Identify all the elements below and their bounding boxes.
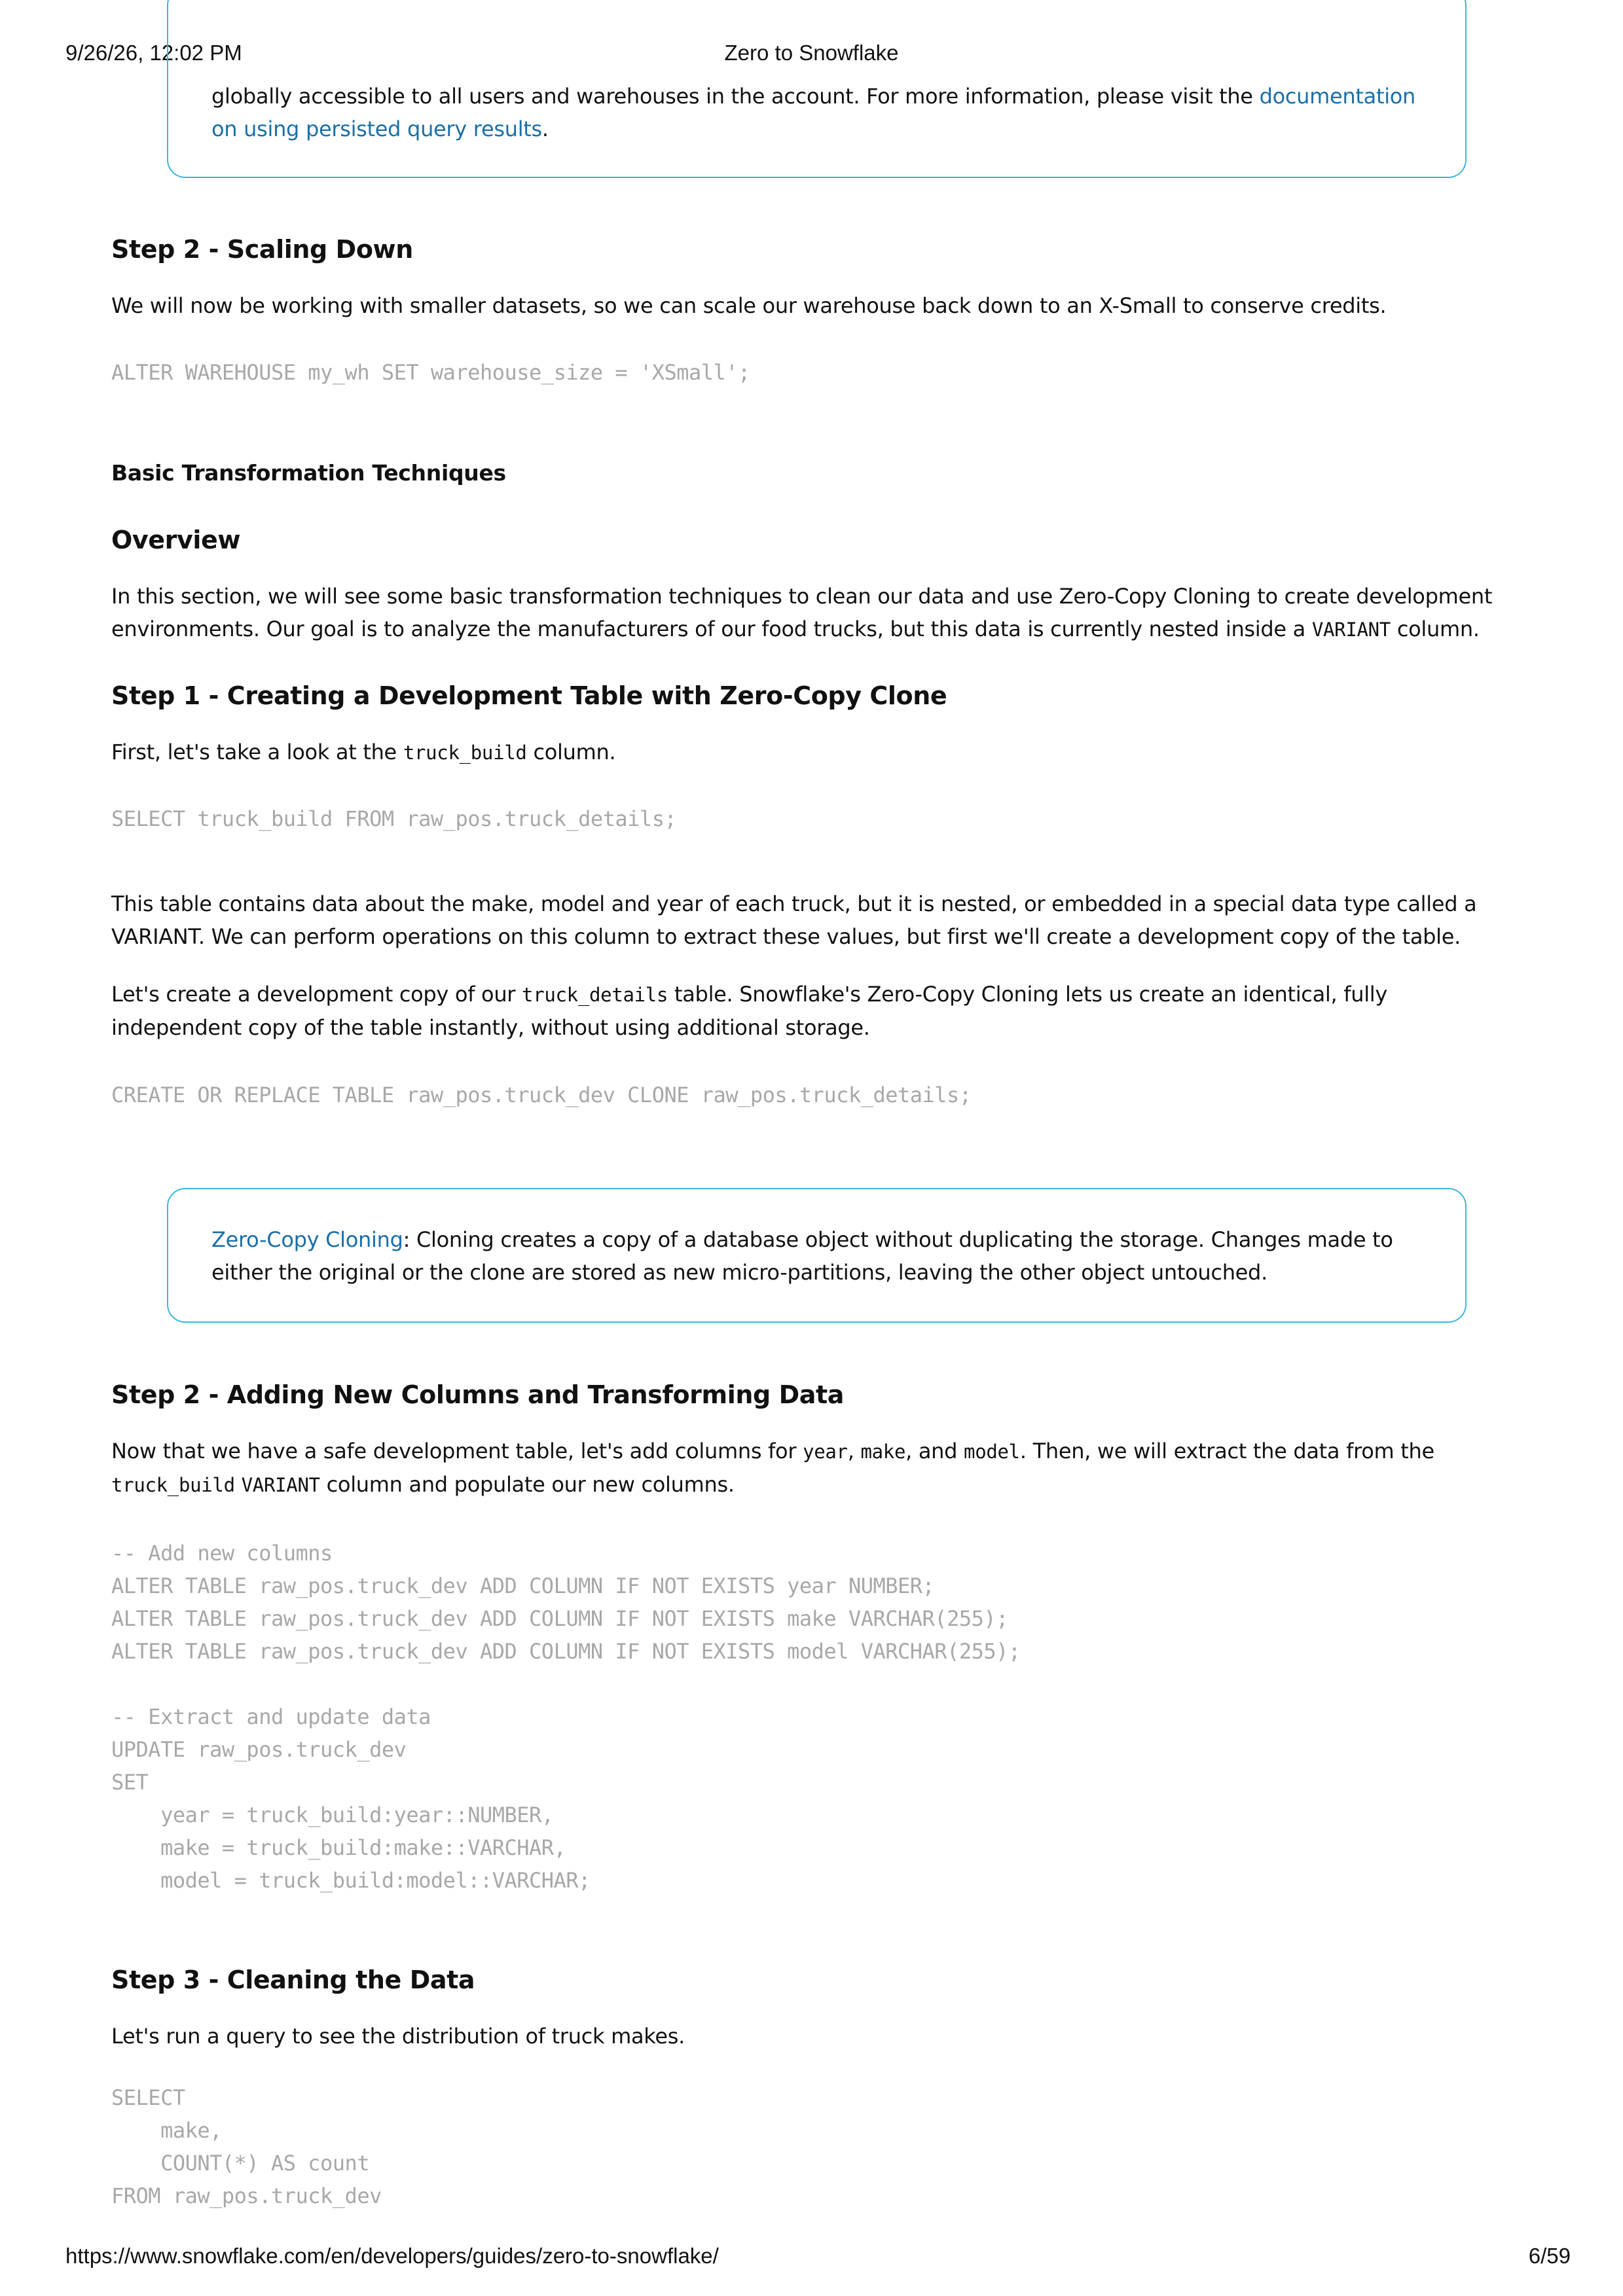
print-page-title: Zero to Snowflake [724, 41, 899, 65]
overview-heading: Overview [111, 526, 241, 554]
overview-paragraph: In this section, we will see some basic transformation techniques to clean our data and use Zero-Copy Cloning to create development environments. Our goal is to analyze the manufacturers of our food trucks, but this data is currently nested inside a VARIANT column. [111, 584, 1493, 641]
step3-heading: Step 3 - Cleaning the Data [111, 1965, 475, 1994]
step1-clone-paragraph: Let's create a development copy of our truck_details table. Snowflake's Zero-Copy Cloning lets us create an identical, fully independent copy of the table instantly, without using additional storage. [111, 982, 1388, 1040]
inline-code: truck_build [403, 742, 527, 764]
inline-code: make [860, 1441, 906, 1463]
step2-scaling-paragraph: We will now be working with smaller datasets, so we can scale our warehouse back down to an X-Small to conserve credits. [111, 293, 1387, 318]
code-block-scale-down[interactable]: ALTER WAREHOUSE my_wh SET warehouse_size = 'XSmall'; [111, 360, 750, 385]
step2-columns-heading: Step 2 - Adding New Columns and Transforming Data [111, 1380, 845, 1409]
code-block-create-clone[interactable]: CREATE OR REPLACE TABLE raw_pos.truck_dev CLONE raw_pos.truck_details; [111, 1083, 972, 1107]
inline-code: VARIANT [1311, 619, 1391, 641]
print-url: https://www.snowflake.com/en/developers/guides/zero-to-snowflake/ [65, 2244, 719, 2268]
callout-text: globally accessible to all users and warehouses in the account. For more information, please visit the documentation on using persisted query results. [211, 84, 1416, 141]
print-footer [0, 2244, 1623, 2272]
inline-code: truck_build [111, 1474, 235, 1496]
step1-variant-paragraph: This table contains data about the make, model and year of each truck, but it is nested, or embedded in a special data type called a VARIANT. We can perform operations on this column to extract these values, but first we'll create a development copy of the table. [111, 891, 1477, 949]
code-block-truck-makes[interactable]: SELECT make, COUNT(*) AS count FROM raw_pos.truck_dev [111, 2085, 382, 2208]
persisted-query-results-link[interactable]: documentation on using persisted query results [211, 84, 1416, 141]
inline-code: truck_details [522, 984, 668, 1006]
step1-heading: Step 1 - Creating a Development Table with Zero-Copy Clone [111, 681, 947, 710]
code-block-select-truck-build[interactable]: SELECT truck_build FROM raw_pos.truck_details; [111, 806, 677, 831]
inline-code: year [803, 1441, 848, 1463]
page-number: 6/59 [1528, 2244, 1571, 2268]
print-date: 9/26/26, 12:02 PM [65, 41, 242, 65]
code-block-add-columns[interactable]: -- Add new columns ALTER TABLE raw_pos.truck_dev ADD COLUMN IF NOT EXISTS year NUMBER; ALTER TABLE raw_pos.truck_dev ADD COLUMN IF NOT EXISTS make VARCHAR(255); ALTER TABLE raw_pos.truck_dev ADD COLUMN IF NOT EXISTS model VARCHAR(255); -- Extract and update data UPDATE raw_pos.truck_dev SET year = truck_build:year::NUMBER, make = truck_build:make::VARCHAR, model = truck_build:model::VARCHAR; [111, 1541, 1021, 1893]
inline-code: VARIANT [241, 1474, 320, 1496]
zero-copy-cloning-link[interactable]: Zero-Copy Cloning [211, 1227, 403, 1252]
step3-paragraph: Let's run a query to see the distribution of truck makes. [111, 2024, 685, 2049]
step1-intro: First, let's take a look at the truck_build column. [111, 740, 616, 764]
callout-zero-copy-cloning [167, 1188, 1467, 1323]
section-title: Basic Transformation Techniques [111, 460, 506, 486]
callout-persisted-results [167, 0, 1467, 178]
inline-code: model [964, 1441, 1020, 1463]
step2-columns-paragraph: Now that we have a safe development table, let's add columns for year, make, and model. Then, we will extract the data from the truck_build VARIANT column and populate our new columns. [111, 1439, 1434, 1497]
step2-scaling-heading: Step 2 - Scaling Down [111, 235, 413, 264]
callout-text: Zero-Copy Cloning: Cloning creates a copy of a database object without duplicating the storage. Changes made to either the original or the clone are stored as new micro-partitions, leaving the other object untouched. [211, 1227, 1393, 1285]
